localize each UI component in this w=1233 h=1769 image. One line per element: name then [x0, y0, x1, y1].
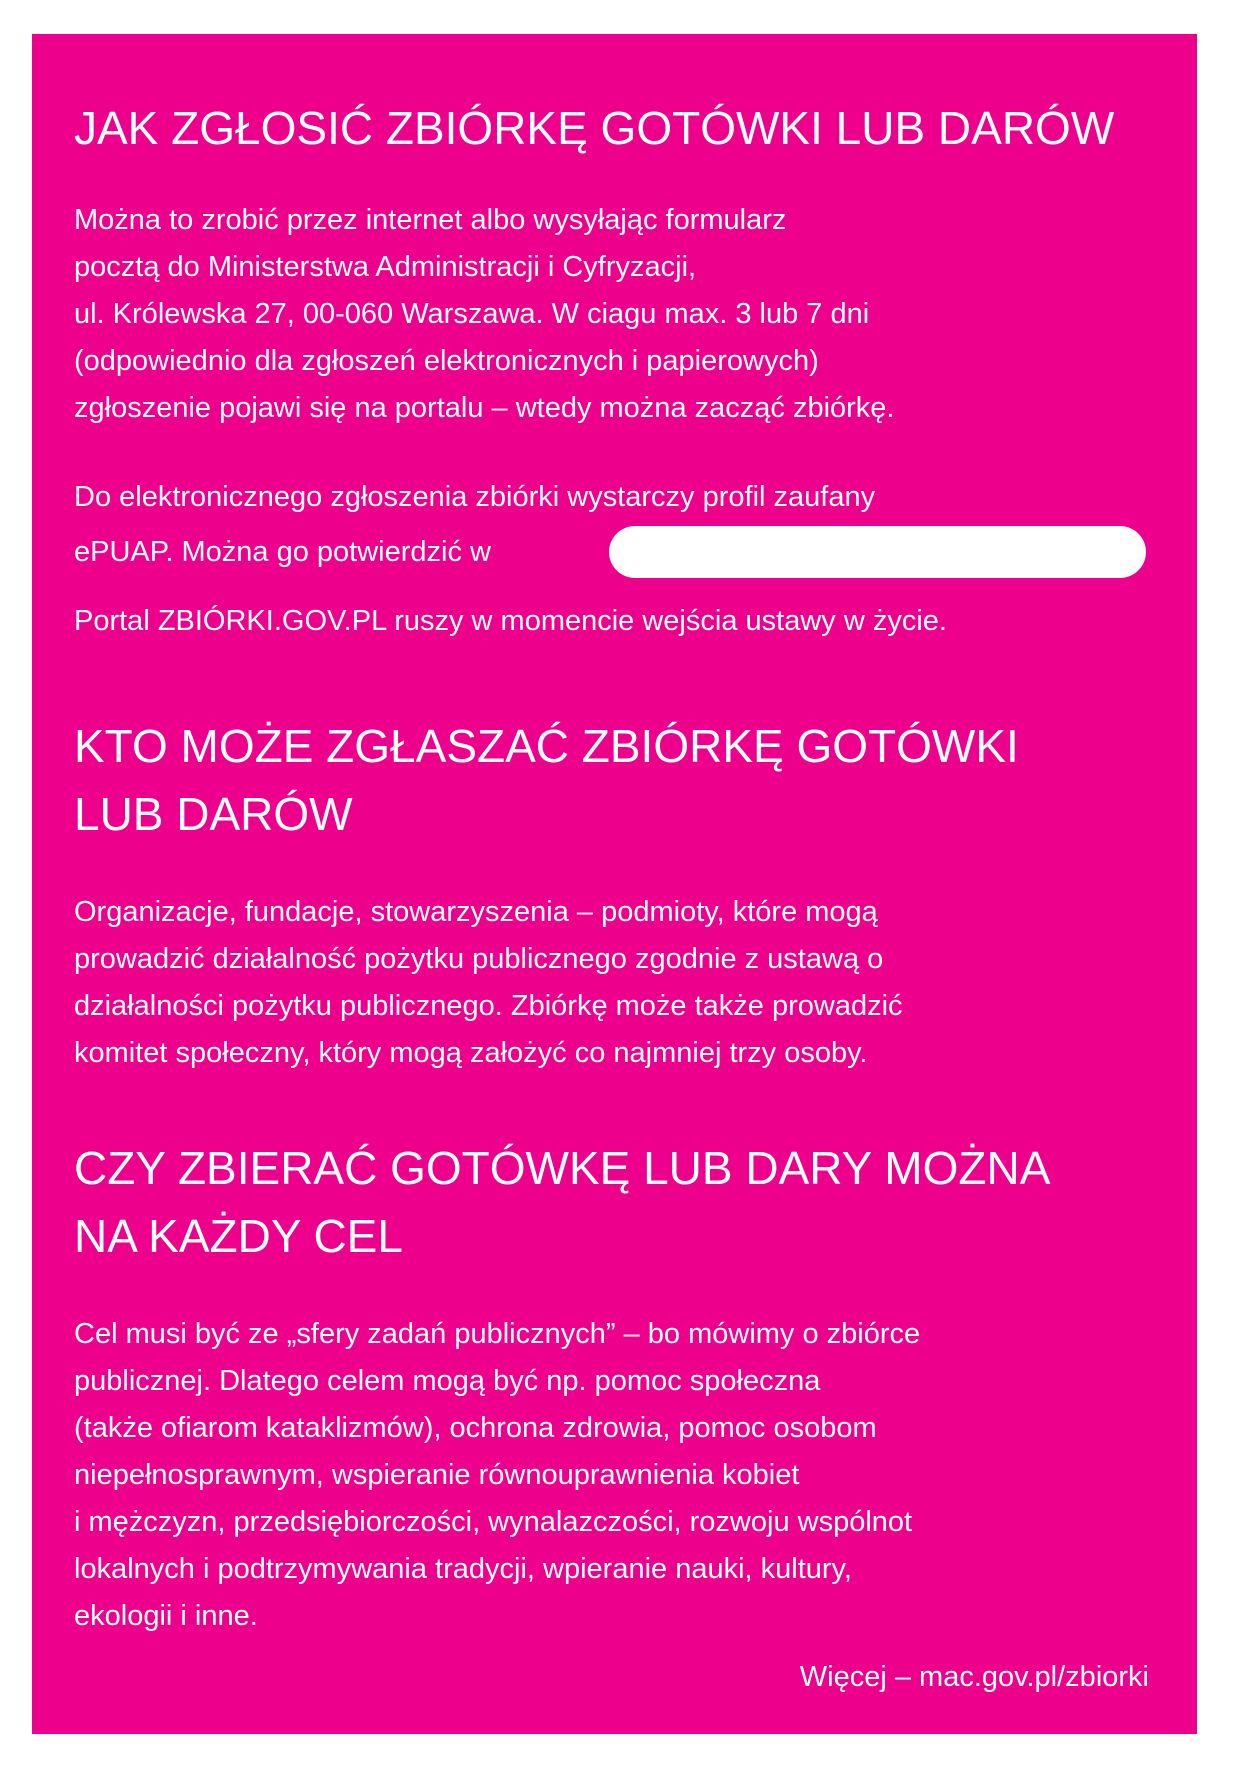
- section1-heading: JAK ZGŁOSIĆ ZBIÓRKĘ GOTÓWKI LUB DARÓW: [74, 102, 1115, 154]
- section1-para1-line: Można to zrobić przez internet albo wysyłając formularz: [74, 204, 787, 236]
- section1-para1-line: zgłoszenie pojawi się na portalu – wtedy można zacząć zbiórkę.: [74, 392, 895, 424]
- section2-para-line: prowadzić działalność pożytku publicznego zgodnie z ustawą o: [74, 943, 884, 975]
- section3-para-line: ekologii i inne.: [74, 1600, 258, 1632]
- section1-para1-line: (odpowiednio dla zgłoszeń elektronicznych i papierowych): [74, 345, 819, 377]
- section2-para-line: komitet społeczny, który mogą założyć co najmniej trzy osoby.: [74, 1037, 868, 1069]
- section3-para-line: niepełnosprawnym, wspieranie równouprawnienia kobiet: [74, 1459, 800, 1491]
- section1-para1-line: ul. Królewska 27, 00-060 Warszawa. W ciagu max. 3 lub 7 dni: [74, 298, 870, 330]
- section3-para-line: (także ofiarom kataklizmów), ochrona zdrowia, pomoc osobom: [74, 1412, 877, 1444]
- section2-heading-line: LUB DARÓW: [74, 788, 353, 840]
- section3-heading: [74, 1134, 1050, 1270]
- section1-paragraph2-line1: Do elektronicznego zgłoszenia zbiórki wystarczy profil zaufany: [74, 481, 876, 513]
- redacted-link-pill: [609, 526, 1146, 578]
- section3-heading-line: NA KAŻDY CEL: [74, 1210, 403, 1262]
- section3-para-line: i mężczyzn, przedsiębiorczości, wynalazczości, rozwoju wspólnot: [74, 1506, 913, 1538]
- more-info-link[interactable]: Więcej – mac.gov.pl/zbiorki: [799, 1661, 1149, 1693]
- section2-para-line: Organizacje, fundacje, stowarzyszenia – podmioty, które mogą: [74, 896, 878, 928]
- section1-paragraph2-line3: Portal ZBIÓRKI.GOV.PL ruszy w momencie wejścia ustawy w życie.: [74, 605, 947, 637]
- section2-heading: [74, 712, 1019, 848]
- section3-heading-line: CZY ZBIERAĆ GOTÓWKĘ LUB DARY MOŻNA: [74, 1142, 1051, 1194]
- section1-para1-line: pocztą do Ministerstwa Administracji i Cyfryzacji,: [74, 251, 697, 283]
- section3-paragraph: [74, 1311, 920, 1640]
- section1-paragraph1: [74, 197, 894, 432]
- section2-para-line: działalności pożytku publicznego. Zbiórkę może także prowadzić: [74, 990, 903, 1022]
- section3-para-line: Cel musi być ze „sfery zadań publicznych” – bo mówimy o zbiórce: [74, 1318, 921, 1350]
- info-panel: [32, 34, 1197, 1734]
- section3-para-line: lokalnych i podtrzymywania tradycji, wpieranie nauki, kultury,: [74, 1553, 852, 1585]
- section2-paragraph: [74, 889, 903, 1077]
- section3-para-line: publicznej. Dlatego celem mogą być np. pomoc społeczna: [74, 1365, 821, 1397]
- section2-heading-line: KTO MOŻE ZGŁASZAĆ ZBIÓRKĘ GOTÓWKI: [74, 720, 1019, 772]
- section1-paragraph2-line2: ePUAP. Można go potwierdzić w: [74, 536, 491, 568]
